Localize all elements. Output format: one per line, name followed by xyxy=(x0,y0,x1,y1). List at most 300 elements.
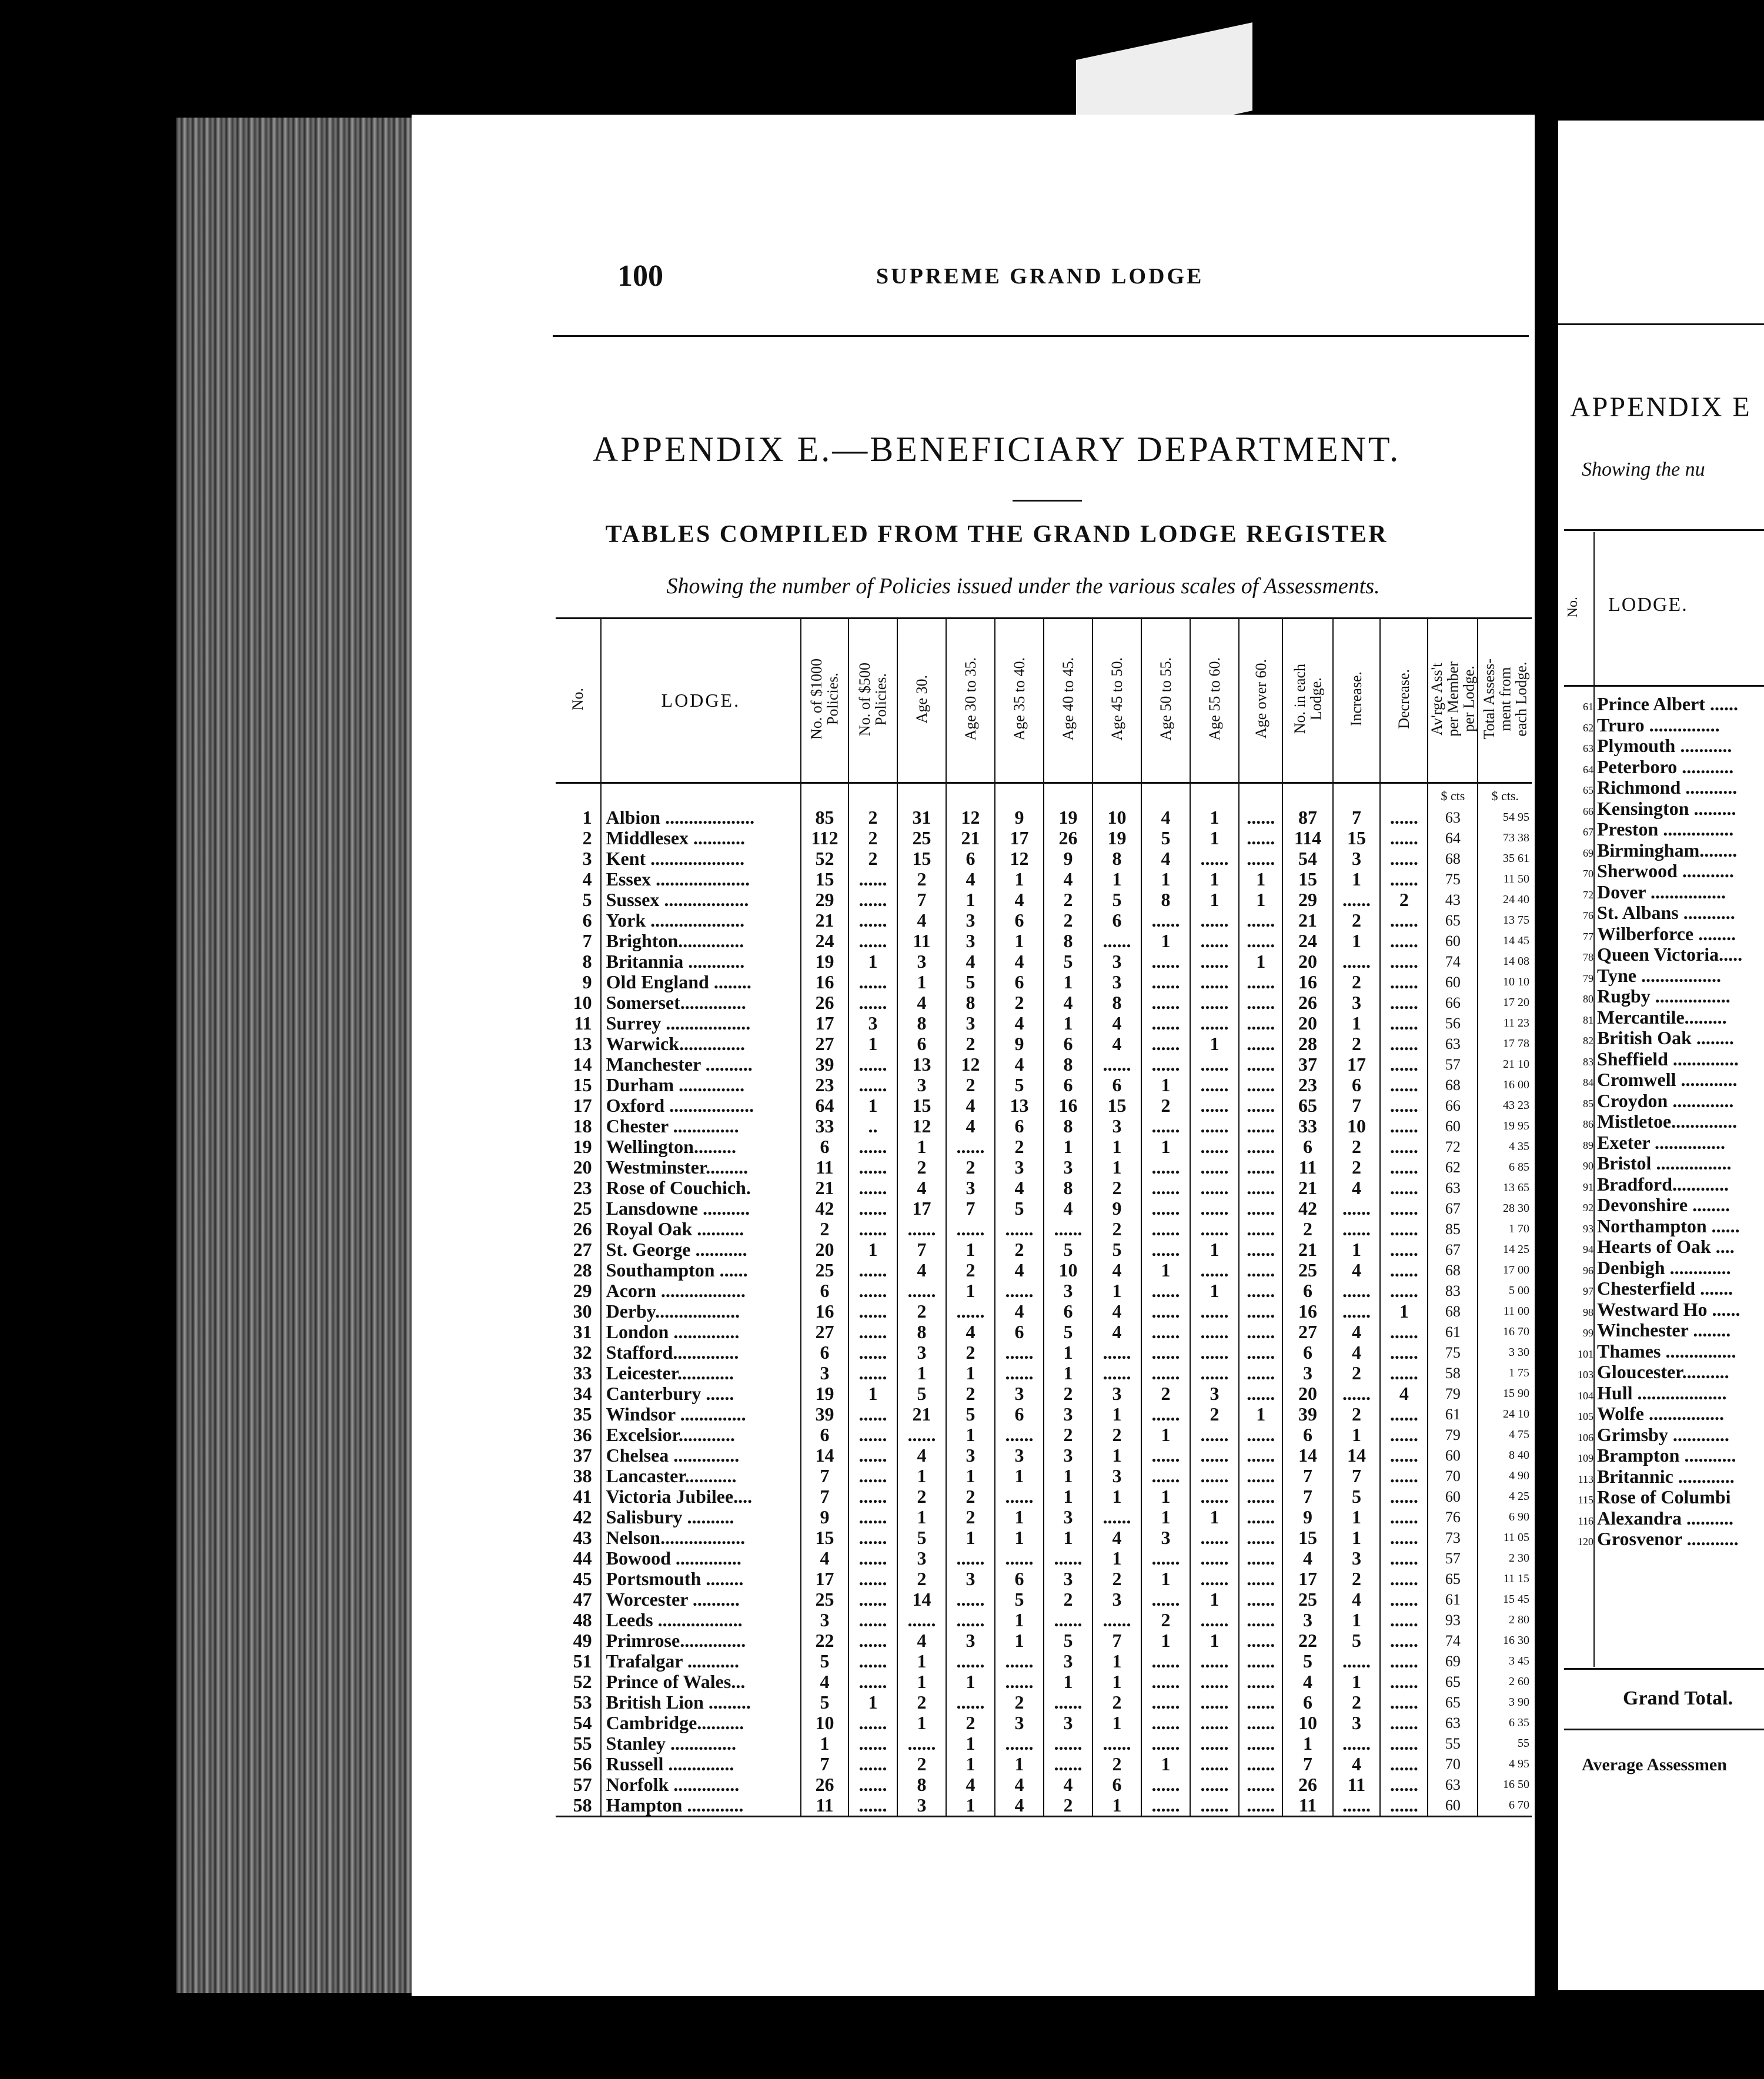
table-row xyxy=(556,1733,1532,1754)
table-cell: 11 xyxy=(1282,1795,1332,1817)
table-cell: 1 xyxy=(1333,1507,1381,1528)
right-caption: Showing the nu xyxy=(1582,459,1705,480)
right-lodge-row xyxy=(1558,1508,1733,1529)
table-cell: 1 xyxy=(1239,869,1282,890)
table-cell: ...... xyxy=(1380,1548,1428,1569)
table-cell: 7 xyxy=(1282,1486,1332,1507)
lodge-number: 34 xyxy=(573,1383,592,1404)
table-cell: 2 xyxy=(1141,1095,1190,1116)
table-row xyxy=(556,1404,1532,1425)
table-cell: ...... xyxy=(1239,1672,1282,1692)
lodge-name: Oxford .................. xyxy=(601,1095,801,1116)
table-cell: 3 xyxy=(946,1445,995,1466)
table-cell: 4 xyxy=(801,1672,848,1692)
lodge-name: Acorn .................. xyxy=(601,1281,801,1301)
table-cell: 5 xyxy=(1044,951,1093,972)
lodge-number: 8 xyxy=(582,951,592,972)
table-cell: ...... xyxy=(848,1630,897,1651)
table-cell: 1 xyxy=(1282,1733,1332,1754)
lodge-name: Alexandra .......... xyxy=(1597,1507,1733,1529)
table-cell: 3 xyxy=(1282,1610,1332,1630)
lodge-number: 101 xyxy=(1578,1348,1593,1360)
table-cell: 5 xyxy=(1333,1486,1381,1507)
table-cell: 1 xyxy=(946,890,995,910)
table-cell: 5 xyxy=(1044,1322,1093,1342)
lodge-number: 5 xyxy=(582,890,592,910)
table-cell: 60 xyxy=(1428,972,1478,992)
lodge-name: Derby.................. xyxy=(601,1301,801,1322)
table-cell: 4 xyxy=(1044,1198,1093,1219)
table-cell: ...... xyxy=(1093,1054,1141,1075)
table-cell: 35 61 xyxy=(1478,848,1532,869)
lodge-number: 36 xyxy=(573,1425,592,1445)
table-cell: ...... xyxy=(1190,1445,1239,1466)
unit-cell xyxy=(1044,783,1093,808)
table-cell: 6 xyxy=(995,1116,1044,1137)
table-cell: 14 25 xyxy=(1478,1239,1532,1260)
units-row xyxy=(556,783,1532,808)
lodge-number: 63 xyxy=(1583,743,1593,754)
table-cell: 11 05 xyxy=(1478,1528,1532,1548)
unit-cell xyxy=(1333,783,1381,808)
lodge-name: Somerset.............. xyxy=(601,992,801,1013)
table-cell: 21 xyxy=(801,910,848,931)
right-lodge-row xyxy=(1558,1069,1737,1090)
table-cell: ...... xyxy=(1141,1342,1190,1363)
table-cell: 6 xyxy=(1282,1137,1332,1157)
table-cell: 85 xyxy=(801,807,848,828)
table-cell: 68 xyxy=(1428,848,1478,869)
lodge-number: 92 xyxy=(1583,1202,1593,1214)
table-cell: 2 xyxy=(897,1754,946,1774)
table-cell: ...... xyxy=(1141,1034,1190,1054)
lodge-name: Tyne ................. xyxy=(1597,964,1721,986)
grand-total-label: Grand Total. xyxy=(1623,1687,1733,1709)
table-cell: ...... xyxy=(1141,1692,1190,1713)
table-cell: 15 xyxy=(801,1528,848,1548)
table-cell: 2 xyxy=(1093,1754,1141,1774)
table-cell: 75 xyxy=(1428,869,1478,890)
table-cell: 69 xyxy=(1428,1651,1478,1672)
table-cell: ...... xyxy=(1239,1157,1282,1178)
table-cell: 2 60 xyxy=(1478,1672,1532,1692)
table-cell: ...... xyxy=(946,1610,995,1630)
table-cell: ...... xyxy=(848,1425,897,1445)
lodge-number: 42 xyxy=(573,1507,592,1528)
table-cell: 6 xyxy=(1282,1692,1332,1713)
table-cell: 21 10 xyxy=(1478,1054,1532,1075)
table-cell: ...... xyxy=(1380,1630,1428,1651)
table-cell: ...... xyxy=(1190,1528,1239,1548)
lodge-number: 27 xyxy=(573,1239,592,1260)
table-cell: 4 75 xyxy=(1478,1425,1532,1445)
column-header-13 xyxy=(1333,619,1381,783)
table-row xyxy=(556,1095,1532,1116)
table-cell: 8 xyxy=(897,1322,946,1342)
table-cell: 24 40 xyxy=(1478,890,1532,910)
table-cell: 6 xyxy=(801,1425,848,1445)
lodge-name: Worcester .......... xyxy=(601,1589,801,1610)
lodge-number: 4 xyxy=(582,869,592,890)
lodge-number: 65 xyxy=(1583,784,1593,796)
table-cell: ...... xyxy=(1190,951,1239,972)
table-cell: 4 xyxy=(1093,1301,1141,1322)
table-cell: 2 xyxy=(1044,1425,1093,1445)
table-cell: ...... xyxy=(1239,910,1282,931)
table-cell: 1 xyxy=(1093,1713,1141,1733)
column-header-9 xyxy=(1141,619,1190,783)
table-cell: 65 xyxy=(1282,1095,1332,1116)
lodge-number: 25 xyxy=(573,1198,592,1219)
table-cell: 60 xyxy=(1428,1486,1478,1507)
lodge-name: Rugby ................ xyxy=(1597,985,1730,1007)
table-cell: 2 xyxy=(848,848,897,869)
policies-table xyxy=(556,617,1532,1817)
right-lodge-row xyxy=(1558,1028,1734,1048)
table-cell: 1 xyxy=(1239,890,1282,910)
table-cell: 3 xyxy=(897,1795,946,1817)
table-cell: 3 xyxy=(1190,1383,1239,1404)
lodge-name: Richmond ........... xyxy=(1597,777,1738,798)
table-cell: ...... xyxy=(1239,1733,1282,1754)
table-cell: 6 xyxy=(1093,1774,1141,1795)
column-header-label: Age 40 to 45. xyxy=(1059,657,1077,741)
table-cell: ...... xyxy=(1380,1425,1428,1445)
table-cell: ...... xyxy=(1380,972,1428,992)
lodge-name: Canterbury ...... xyxy=(601,1383,801,1404)
table-cell: 11 xyxy=(801,1157,848,1178)
table-cell: 1 xyxy=(1333,1239,1381,1260)
table-cell: 4 xyxy=(1093,1034,1141,1054)
table-cell: 5 xyxy=(897,1528,946,1548)
table-cell: ...... xyxy=(1380,1034,1428,1054)
lodge-number: 113 xyxy=(1578,1473,1593,1485)
unit-cell xyxy=(995,783,1044,808)
lodge-name: Hampton ............ xyxy=(601,1795,801,1817)
column-header-label: Age 30 to 35. xyxy=(961,657,979,741)
lodge-name: Plymouth ........... xyxy=(1597,735,1732,756)
table-cell: 1 xyxy=(946,1672,995,1692)
table-cell: 3 xyxy=(1044,1281,1093,1301)
table-cell: ...... xyxy=(1333,951,1381,972)
table-cell: ...... xyxy=(1141,1198,1190,1219)
table-cell: 79 xyxy=(1428,1383,1478,1404)
table-cell: 6 xyxy=(1044,1301,1093,1322)
table-cell: 17 xyxy=(995,828,1044,848)
lodge-name: Gloucester.......... xyxy=(1597,1361,1729,1382)
column-header-3 xyxy=(848,619,897,783)
table-cell: ...... xyxy=(1141,1548,1190,1569)
table-cell: 1 xyxy=(848,1383,897,1404)
table-cell: 16 70 xyxy=(1478,1322,1532,1342)
table-cell: 6 xyxy=(1093,1075,1141,1095)
right-lodge-row xyxy=(1558,840,1737,861)
table-cell: 7 xyxy=(1333,1095,1381,1116)
table-cell: 2 xyxy=(897,1569,946,1589)
table-cell: 2 xyxy=(946,1507,995,1528)
table-cell: 20 xyxy=(1282,951,1332,972)
table-cell: 64 xyxy=(1428,828,1478,848)
table-cell: ...... xyxy=(1239,1281,1282,1301)
table-cell: ...... xyxy=(1141,1322,1190,1342)
column-header-label: Increase. xyxy=(1348,671,1365,727)
table-cell: ...... xyxy=(1333,1301,1381,1322)
table-cell: 27 xyxy=(801,1322,848,1342)
lodge-number: 15 xyxy=(573,1075,592,1095)
unit-cell xyxy=(946,783,995,808)
lodge-number: 35 xyxy=(573,1404,592,1425)
lodge-name: Chesterfield ....... xyxy=(1597,1278,1733,1299)
table-cell: 7 xyxy=(801,1486,848,1507)
table-cell: 6 90 xyxy=(1478,1507,1532,1528)
lodge-name: Grimsby ............ xyxy=(1597,1423,1729,1445)
right-lodge-row xyxy=(1558,924,1736,944)
table-cell: 3 xyxy=(946,1013,995,1034)
table-cell: 63 xyxy=(1428,1713,1478,1733)
table-row xyxy=(556,1569,1532,1589)
table-row xyxy=(556,1548,1532,1569)
table-cell: 3 xyxy=(946,1630,995,1651)
table-cell: 31 xyxy=(897,807,946,828)
table-cell: ...... xyxy=(995,1672,1044,1692)
table-cell: ...... xyxy=(1239,1034,1282,1054)
lodge-number: 78 xyxy=(1583,951,1593,963)
table-cell: 5 xyxy=(801,1651,848,1672)
table-cell: 93 xyxy=(1428,1610,1478,1630)
lodge-number: 67 xyxy=(1583,826,1593,838)
table-cell: 1 xyxy=(946,1733,995,1754)
lodge-name: Chelsea .............. xyxy=(601,1445,801,1466)
table-row xyxy=(556,1383,1532,1404)
table-cell: 4 xyxy=(897,1445,946,1466)
table-cell: ...... xyxy=(1141,1774,1190,1795)
table-cell: ...... xyxy=(1190,1095,1239,1116)
lodge-number: 33 xyxy=(573,1363,592,1383)
table-cell: 2 xyxy=(1333,1363,1381,1383)
table-cell: 1 xyxy=(1141,1754,1190,1774)
table-cell: ...... xyxy=(1141,1281,1190,1301)
table-cell: 4 xyxy=(995,1054,1044,1075)
table-cell: 2 30 xyxy=(1478,1548,1532,1569)
table-cell: 39 xyxy=(1282,1404,1332,1425)
table-cell: ...... xyxy=(848,1466,897,1486)
table-cell: 65 xyxy=(1428,1569,1478,1589)
lodge-name: Mistletoe.............. xyxy=(1597,1111,1738,1132)
table-cell: 4 xyxy=(897,1178,946,1198)
table-cell: 10 xyxy=(801,1713,848,1733)
unit-cell xyxy=(1282,783,1332,808)
table-cell: 73 38 xyxy=(1478,828,1532,848)
table-cell: 4 xyxy=(1333,1178,1381,1198)
lodge-name: Peterboro ........... xyxy=(1597,756,1734,777)
table-cell: ...... xyxy=(1141,951,1190,972)
table-cell: ...... xyxy=(1380,1713,1428,1733)
table-cell: 2 xyxy=(1093,1425,1141,1445)
table-cell: 5 xyxy=(1141,828,1190,848)
table-cell: 3 xyxy=(1044,1157,1093,1178)
table-cell: ...... xyxy=(1380,1137,1428,1157)
table-cell: 1 xyxy=(897,1713,946,1733)
table-cell: 3 xyxy=(946,910,995,931)
table-cell: 5 xyxy=(1044,1630,1093,1651)
table-cell: 3 xyxy=(1333,848,1381,869)
table-cell: 5 xyxy=(1044,1239,1093,1260)
table-cell: ...... xyxy=(1239,1795,1282,1817)
table-cell: 67 xyxy=(1428,1198,1478,1219)
table-cell: 7 xyxy=(1333,1466,1381,1486)
table-cell: 8 xyxy=(897,1013,946,1034)
table-cell: 6 xyxy=(946,848,995,869)
table-cell: 19 xyxy=(1044,807,1093,828)
table-cell: 66 xyxy=(1428,992,1478,1013)
table-cell: ...... xyxy=(1239,1239,1282,1260)
table-cell: 12 xyxy=(946,807,995,828)
table-cell: 3 xyxy=(1044,1569,1093,1589)
lodge-number: 32 xyxy=(573,1342,592,1363)
table-cell: ...... xyxy=(1141,1466,1190,1486)
table-cell: ...... xyxy=(1239,1301,1282,1322)
table-cell: 26 xyxy=(801,992,848,1013)
table-cell: 1 xyxy=(1190,807,1239,828)
right-lodge-row xyxy=(1558,1195,1730,1215)
lodge-name: Brighton.............. xyxy=(601,931,801,951)
table-cell: ...... xyxy=(848,1260,897,1281)
lodge-name: Preston ............... xyxy=(1597,818,1734,840)
table-row xyxy=(556,1713,1532,1733)
lodge-number: 93 xyxy=(1583,1222,1593,1235)
right-lodge-row xyxy=(1558,757,1733,777)
table-cell: 1 xyxy=(1190,1589,1239,1610)
table-cell: 4 xyxy=(1380,1383,1428,1404)
table-cell: 1 xyxy=(1093,1672,1141,1692)
table-cell: 8 xyxy=(1044,1178,1093,1198)
table-cell: 3 xyxy=(1093,1589,1141,1610)
table-cell: ...... xyxy=(1190,1219,1239,1239)
table-cell: 70 xyxy=(1428,1466,1478,1486)
table-cell: 3 30 xyxy=(1478,1342,1532,1363)
lodge-number: 7 xyxy=(582,931,592,951)
lodge-name: Mercantile......... xyxy=(1597,1006,1727,1028)
table-cell: ...... xyxy=(1380,931,1428,951)
table-cell: 1 xyxy=(1190,890,1239,910)
table-cell: ...... xyxy=(946,1137,995,1157)
table-cell: ...... xyxy=(1380,1610,1428,1630)
table-cell: 1 xyxy=(946,1754,995,1774)
running-head xyxy=(412,259,1535,300)
lodge-name: Excelsior............ xyxy=(601,1425,801,1445)
table-cell: ...... xyxy=(1093,1610,1141,1630)
lodge-name: Nelson.................. xyxy=(601,1528,801,1548)
table-cell: 2 xyxy=(1044,890,1093,910)
table-cell: ...... xyxy=(848,1774,897,1795)
lodge-number: 57 xyxy=(573,1774,592,1795)
right-lodge-row xyxy=(1558,1425,1729,1445)
table-cell: ...... xyxy=(1190,1713,1239,1733)
table-cell: 4 xyxy=(995,1013,1044,1034)
lodge-name: Manchester .......... xyxy=(601,1054,801,1075)
table-row xyxy=(556,910,1532,931)
table-cell: 5 xyxy=(1093,1239,1141,1260)
table-cell: ...... xyxy=(848,1157,897,1178)
table-cell: 2 xyxy=(1333,1137,1381,1157)
table-cell: ...... xyxy=(1190,1054,1239,1075)
table-cell: 17 xyxy=(1333,1054,1381,1075)
table-cell: ...... xyxy=(1380,869,1428,890)
table-cell: ...... xyxy=(1141,1795,1190,1817)
table-cell: ...... xyxy=(1239,1630,1282,1651)
table-cell: 4 xyxy=(1282,1548,1332,1569)
lodge-number: 47 xyxy=(573,1589,592,1610)
table-cell: 1 70 xyxy=(1478,1219,1532,1239)
table-cell: ...... xyxy=(1141,1219,1190,1239)
table-row xyxy=(556,1610,1532,1630)
table-cell: 39 xyxy=(801,1054,848,1075)
table-cell: 6 xyxy=(1044,1034,1093,1054)
table-cell: 39 xyxy=(801,1404,848,1425)
table-cell: 8 40 xyxy=(1478,1445,1532,1466)
lodge-number: 86 xyxy=(1583,1118,1593,1130)
lodge-name: Bristol ................ xyxy=(1597,1152,1732,1174)
table-row xyxy=(556,931,1532,951)
lodge-number: 56 xyxy=(573,1754,592,1774)
lodge-name: Hull ................... xyxy=(1597,1382,1727,1403)
lodge-number: 91 xyxy=(1583,1181,1593,1193)
table-cell: ...... xyxy=(1380,848,1428,869)
table-cell: 4 xyxy=(801,1548,848,1569)
right-lodge-row xyxy=(1558,1529,1739,1549)
table-row xyxy=(556,1466,1532,1486)
column-header-label: No. of $500 Policies. xyxy=(856,662,890,736)
right-total-rule xyxy=(1564,1729,1764,1730)
lodge-name: Lancaster........... xyxy=(601,1466,801,1486)
table-cell: 7 xyxy=(1282,1754,1332,1774)
table-cell: ...... xyxy=(897,1425,946,1445)
table-cell: ...... xyxy=(1380,1198,1428,1219)
table-cell: 57 xyxy=(1428,1548,1478,1569)
unit-cell xyxy=(848,783,897,808)
table-cell: 42 xyxy=(801,1198,848,1219)
table-cell: ...... xyxy=(1190,1301,1239,1322)
table-cell: 3 xyxy=(801,1610,848,1630)
lodge-name: Hearts of Oak .... xyxy=(1597,1236,1735,1257)
table-cell: ...... xyxy=(1190,972,1239,992)
table-cell: 2 xyxy=(897,1486,946,1507)
table-cell: 65 xyxy=(1428,1692,1478,1713)
table-cell: ...... xyxy=(1380,1774,1428,1795)
table-cell: 1 xyxy=(995,1610,1044,1630)
table-cell: ...... xyxy=(995,1486,1044,1507)
table-cell: ...... xyxy=(848,1054,897,1075)
table-row xyxy=(556,1281,1532,1301)
lodge-number: 29 xyxy=(573,1281,592,1301)
table-cell: 2 80 xyxy=(1478,1610,1532,1630)
lodge-name: Norfolk .............. xyxy=(601,1774,801,1795)
table-cell: ...... xyxy=(1380,1507,1428,1528)
table-cell: ...... xyxy=(1239,1589,1282,1610)
table-cell: 1 xyxy=(995,869,1044,890)
table-cell: 3 xyxy=(1093,1383,1141,1404)
table-row xyxy=(556,1363,1532,1383)
table-cell: 1 xyxy=(946,1795,995,1817)
table-cell: 70 xyxy=(1428,1754,1478,1774)
lodge-number: 55 xyxy=(573,1733,592,1754)
table-cell: 1 xyxy=(995,1466,1044,1486)
table-cell: 33 xyxy=(801,1116,848,1137)
lodge-name: Rose of Columbi xyxy=(1597,1486,1731,1508)
table-cell: 21 xyxy=(1282,910,1332,931)
table-cell: 3 xyxy=(897,1548,946,1569)
lodge-name: Westminster......... xyxy=(601,1157,801,1178)
